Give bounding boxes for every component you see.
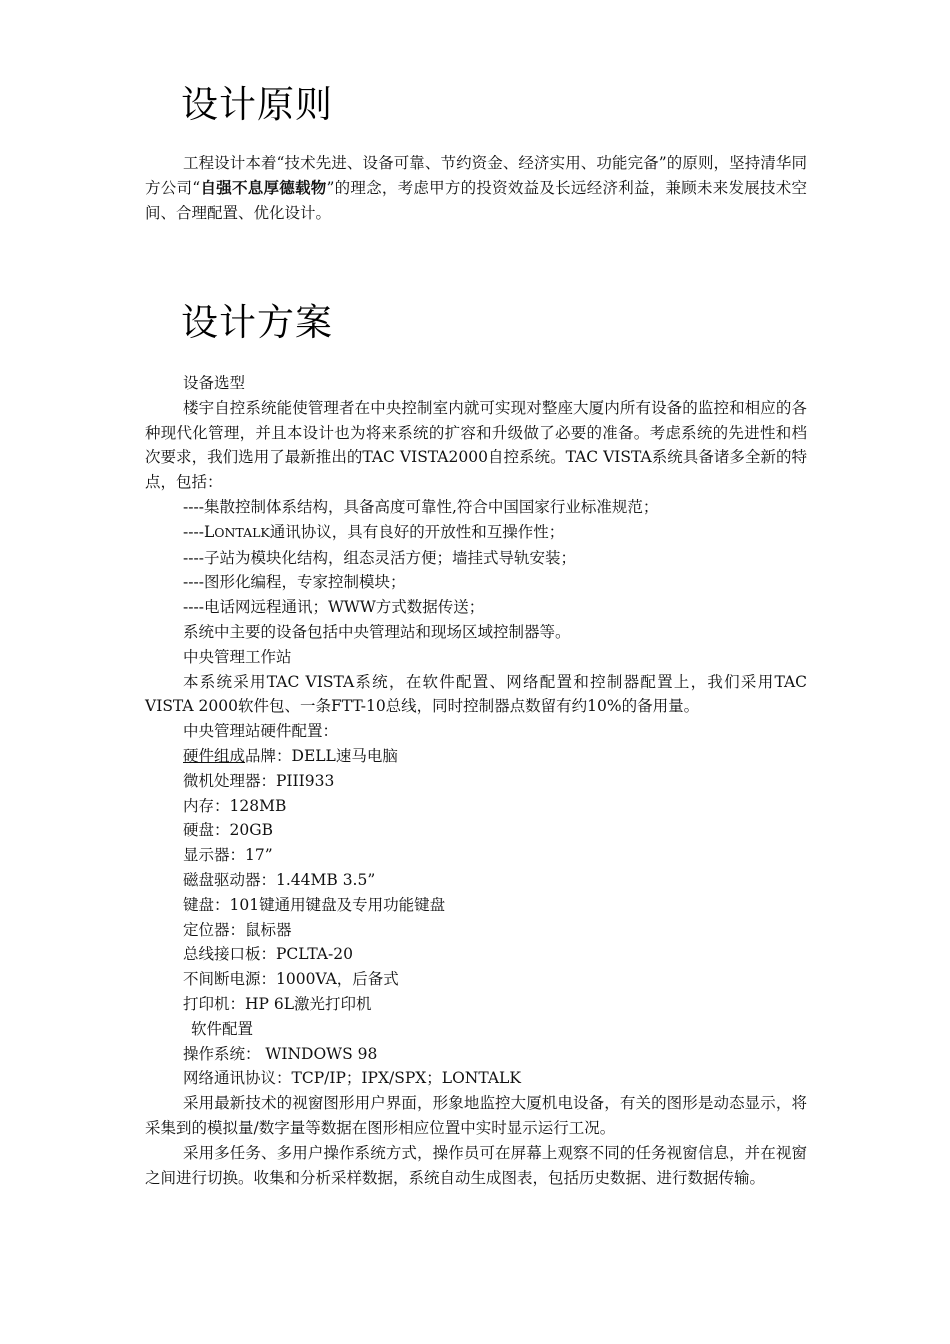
hardware-item: 显示器：17”: [183, 846, 273, 865]
station-title: 中央管理工作站: [183, 647, 292, 666]
principles-section: [145, 151, 807, 225]
hardware-item: 磁盘驱动器：1.44MB 3.5”: [183, 870, 376, 889]
gui-paragraph: 采用最新技术的视窗图形用户界面，形象地监控大厦机电设备，有关的图形是动态显示，将采集到的模拟量/数字量等数据在图形相应位置中实时显示运行工况。: [145, 1094, 807, 1137]
hardware-item: 微机处理器：PIII933: [183, 771, 335, 790]
hardware-title: 中央管理站硬件配置：: [183, 722, 339, 741]
feature-item: ----电话网远程通讯；WWW方式数据传送；: [183, 598, 485, 617]
hardware-item: 不间断电源：1000VA，后备式: [183, 970, 399, 989]
feature2-rest: 通讯协议，具有良好的开放性和互操作性；: [269, 522, 565, 541]
principles-text-b: ”的理念，考虑甲方的投资效益及长远经济利益，兼顾未来发展技术空间、合理配置、优化设计。: [145, 178, 807, 222]
hardware-item: 打印机：HP 6L激光打印机: [183, 994, 372, 1013]
hardware-item: 硬盘：20GB: [183, 821, 273, 840]
hardware-brand-line: [145, 744, 807, 769]
feature2-smallcaps: ONTALK: [214, 524, 270, 540]
hardware-composition-label: 硬件组成: [183, 746, 246, 765]
heading-design-principles: 设计原则: [181, 83, 333, 126]
software-title: 软件配置: [191, 1019, 254, 1038]
main-devices-line: 系统中主要的设备包括中央管理站和现场区域控制器等。: [183, 622, 571, 641]
software-item: 操作系统： WINDOWS 98: [183, 1044, 378, 1063]
heading-design-plan: 设计方案: [181, 301, 333, 344]
feature-item-lontalk: [145, 520, 807, 546]
hardware-item: 总线接口板：PCLTA-20: [183, 945, 353, 964]
station-description: 本系统采用TAC VISTA系统，在软件配置、网络配置和控制器配置上，我们采用TAC VISTA 2000软件包、一条FTT-10总线，同时控制器点数留有约10%的备用量。: [145, 672, 807, 716]
feature-item: ----集散控制体系结构，具备高度可靠性,符合中国国家行业标准规范；: [183, 497, 659, 516]
feature-item: ----子站为模块化结构，组态灵活方便；墙挂式导轨安装；: [183, 548, 576, 567]
hardware-item: 定位器：鼠标器: [183, 920, 292, 939]
software-item: 网络通讯协议：TCP/IP；IPX/SPX；LONTALK: [183, 1069, 521, 1088]
hardware-item: 键盘：101键通用键盘及专用功能键盘: [183, 895, 446, 914]
principles-text-a: 工程设计本着“技术先进、设备可靠、节约资金、经济实用、功能完备”的原则，坚持清华同方公司“: [145, 154, 807, 197]
plan-section: [145, 371, 807, 1190]
principles-paragraph: [145, 151, 807, 225]
hardware-item: 内存：128MB: [183, 796, 287, 815]
multitask-paragraph: 采用多任务、多用户操作系统方式，操作员可在屏幕上观察不同的任务视窗信息，并在视窗之间进行切换。收集和分析采样数据，系统自动生成图表，包括历史数据、进行数据传输。: [145, 1143, 807, 1187]
intro-paragraph: 楼宇自控系统能使管理者在中央控制室内就可实现对整座大厦内所有设备的监控和相应的各种现代化管理，并且本设计也为将来系统的扩容和升级做了必要的准备。考虑系统的先进性和档次要求，我们选用了最新推出的TAC VISTA2000自控系统。TAC VISTA系统具备诸多全新的特点，包括：: [145, 398, 807, 492]
equipment-title: 设备选型: [183, 374, 246, 392]
hardware-brand: 品牌：DELL速马电脑: [245, 746, 398, 765]
company-motto: 自强不息厚德载物: [200, 178, 327, 197]
feature-item: ----图形化编程，专家控制模块；: [183, 573, 406, 592]
feature2-prefix: ----L: [183, 522, 215, 541]
